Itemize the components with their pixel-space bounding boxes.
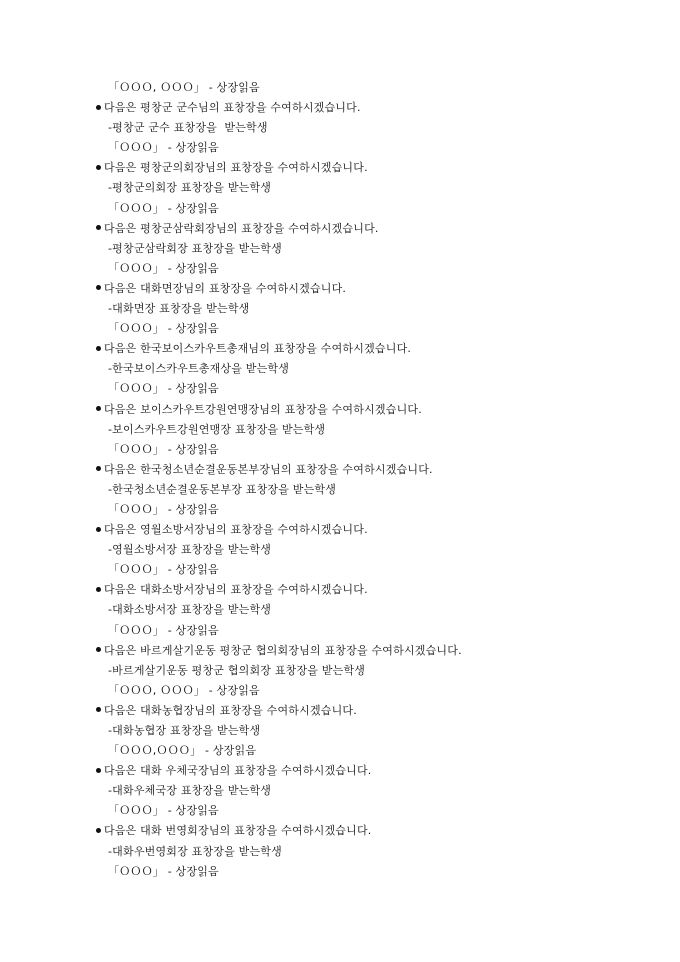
reading-line bbox=[96, 259, 660, 279]
line-text: 「ＯＯＯ」 - 상장읽음 bbox=[108, 382, 219, 396]
line-text: 다음은 바르게살기운동 평창군 협의회장님의 표창장을 수여하시겠습니다. bbox=[104, 643, 462, 657]
bullet-line bbox=[96, 279, 660, 299]
bullet-line bbox=[96, 219, 660, 239]
recipient-line bbox=[96, 178, 660, 198]
bullet-line bbox=[96, 98, 660, 118]
line-text: 「ＯＯＯ」 - 상장읽음 bbox=[108, 563, 219, 577]
line-text: -평창군삼락회장 표창장을 받는학생 bbox=[108, 241, 282, 255]
bullet-line bbox=[96, 520, 660, 540]
recipient-line bbox=[96, 600, 660, 620]
reading-line bbox=[96, 741, 660, 761]
bullet-line bbox=[96, 701, 660, 721]
bullet-dot-icon bbox=[96, 165, 101, 170]
line-text: -대화소방서장 표창장을 받는학생 bbox=[108, 603, 272, 617]
bullet-dot-icon bbox=[96, 707, 101, 712]
reading-line bbox=[96, 681, 660, 701]
line-text: 다음은 대화소방서장님의 표창장을 수여하시겠습니다. bbox=[104, 583, 368, 597]
line-text: -바르게살기운동 평창군 협의회장 표창장을 받는학생 bbox=[108, 663, 366, 677]
bullet-line bbox=[96, 400, 660, 420]
reading-line bbox=[96, 801, 660, 821]
line-text: -대화면장 표창장을 받는학생 bbox=[108, 302, 250, 316]
line-text: -보이스카우트강원연맹장 표창장을 받는학생 bbox=[108, 422, 326, 436]
reading-line bbox=[96, 862, 660, 882]
reading-line bbox=[96, 560, 660, 580]
line-text: 「ＯＯＯ」 - 상장읽음 bbox=[108, 322, 219, 336]
bullet-dot-icon bbox=[96, 828, 101, 833]
reading-line bbox=[96, 440, 660, 460]
line-text: 「ＯＯＯ」 - 상장읽음 bbox=[108, 442, 219, 456]
recipient-line bbox=[96, 480, 660, 500]
recipient-line bbox=[96, 781, 660, 801]
line-text: 「ＯＯＯ」 - 상장읽음 bbox=[108, 261, 219, 275]
line-text: 다음은 평창군삼락회장님의 표창장을 수여하시겠습니다. bbox=[104, 221, 379, 235]
bullet-dot-icon bbox=[96, 285, 101, 290]
line-text: 「ＯＯＯ」 - 상장읽음 bbox=[108, 864, 219, 878]
document-body bbox=[96, 78, 660, 882]
reading-line bbox=[96, 500, 660, 520]
line-text: -대화농협장 표창장을 받는학생 bbox=[108, 724, 261, 737]
line-text: 다음은 평창군 군수님의 표창장을 수여하시겠습니다. bbox=[104, 101, 361, 115]
line-text: 「ＯＯＯ, ＯＯＯ」 - 상장읽음 bbox=[108, 81, 260, 94]
line-text: 다음은 대화농협장님의 표창장을 수여하시겠습니다. bbox=[104, 703, 357, 717]
recipient-line bbox=[96, 239, 660, 259]
bullet-line bbox=[96, 641, 660, 661]
reading-line bbox=[96, 379, 660, 399]
recipient-line bbox=[96, 359, 660, 379]
bullet-line bbox=[96, 158, 660, 178]
line-text: -대화우번영회장 표창장을 받는학생 bbox=[108, 844, 282, 858]
line-text: -한국보이스카우트총재상을 받는학생 bbox=[108, 362, 290, 376]
bullet-line bbox=[96, 821, 660, 841]
bullet-line bbox=[96, 580, 660, 600]
line-text: 다음은 보이스카우트강원연맹장님의 표창장을 수여하시겠습니다. bbox=[104, 402, 422, 416]
line-text: 「ＯＯＯ」 - 상장읽음 bbox=[108, 502, 219, 516]
line-text: -평창군 군수 표창장을 받는학생 bbox=[108, 121, 268, 135]
reading-line bbox=[96, 78, 660, 98]
line-text: 「ＯＯＯ, ＯＯＯ」 - 상장읽음 bbox=[108, 683, 260, 697]
line-text: 「ＯＯＯ」 - 상장읽음 bbox=[108, 804, 219, 818]
line-text: -영월소방서장 표창장을 받는학생 bbox=[108, 543, 272, 557]
line-text: 다음은 한국보이스카우트총재님의 표창장을 수여하시겠습니다. bbox=[104, 342, 412, 356]
bullet-dot-icon bbox=[96, 105, 101, 110]
recipient-line bbox=[96, 721, 660, 741]
bullet-dot-icon bbox=[96, 647, 101, 652]
reading-line bbox=[96, 621, 660, 641]
line-text: 「ＯＯＯ」 - 상장읽음 bbox=[108, 201, 219, 215]
line-text: 다음은 한국청소년순결운동본부장님의 표창장을 수여하시겠습니다. bbox=[104, 462, 433, 476]
reading-line bbox=[96, 199, 660, 219]
bullet-dot-icon bbox=[96, 527, 101, 532]
line-text: 다음은 평창군의회장님의 표창장을 수여하시겠습니다. bbox=[104, 161, 368, 175]
bullet-line bbox=[96, 761, 660, 781]
bullet-dot-icon bbox=[96, 406, 101, 411]
bullet-line bbox=[96, 460, 660, 480]
line-text: -평창군의회장 표창장을 받는학생 bbox=[108, 181, 272, 195]
line-text: 다음은 대화 우체국장님의 표창장을 수여하시겠습니다. bbox=[104, 764, 372, 778]
line-text: 「ＯＯＯ」 - 상장읽음 bbox=[108, 623, 219, 637]
line-text: 「ＯＯＯ,ＯＯＯ」 - 상장읽음 bbox=[108, 744, 257, 758]
recipient-line bbox=[96, 420, 660, 440]
line-text: 「ＯＯＯ」 - 상장읽음 bbox=[108, 141, 219, 155]
line-text: 다음은 대화 번영회장님의 표창장을 수여하시겠습니다. bbox=[104, 824, 372, 838]
recipient-line bbox=[96, 661, 660, 681]
recipient-line bbox=[96, 842, 660, 862]
line-text: 다음은 대화면장님의 표창장을 수여하시겠습니다. bbox=[104, 281, 347, 295]
line-text: -한국청소년순결운동본부장 표창장을 받는학생 bbox=[108, 482, 337, 496]
recipient-line bbox=[96, 540, 660, 560]
recipient-line bbox=[96, 299, 660, 319]
bullet-dot-icon bbox=[96, 768, 101, 773]
bullet-line bbox=[96, 339, 660, 359]
line-text: 다음은 영월소방서장님의 표창장을 수여하시겠습니다. bbox=[104, 523, 368, 537]
line-text: -대화우체국장 표창장을 받는학생 bbox=[108, 784, 272, 798]
reading-line bbox=[96, 138, 660, 158]
reading-line bbox=[96, 319, 660, 339]
bullet-dot-icon bbox=[96, 587, 101, 592]
bullet-dot-icon bbox=[96, 225, 101, 230]
bullet-dot-icon bbox=[96, 466, 101, 471]
bullet-dot-icon bbox=[96, 346, 101, 351]
recipient-line bbox=[96, 118, 660, 138]
